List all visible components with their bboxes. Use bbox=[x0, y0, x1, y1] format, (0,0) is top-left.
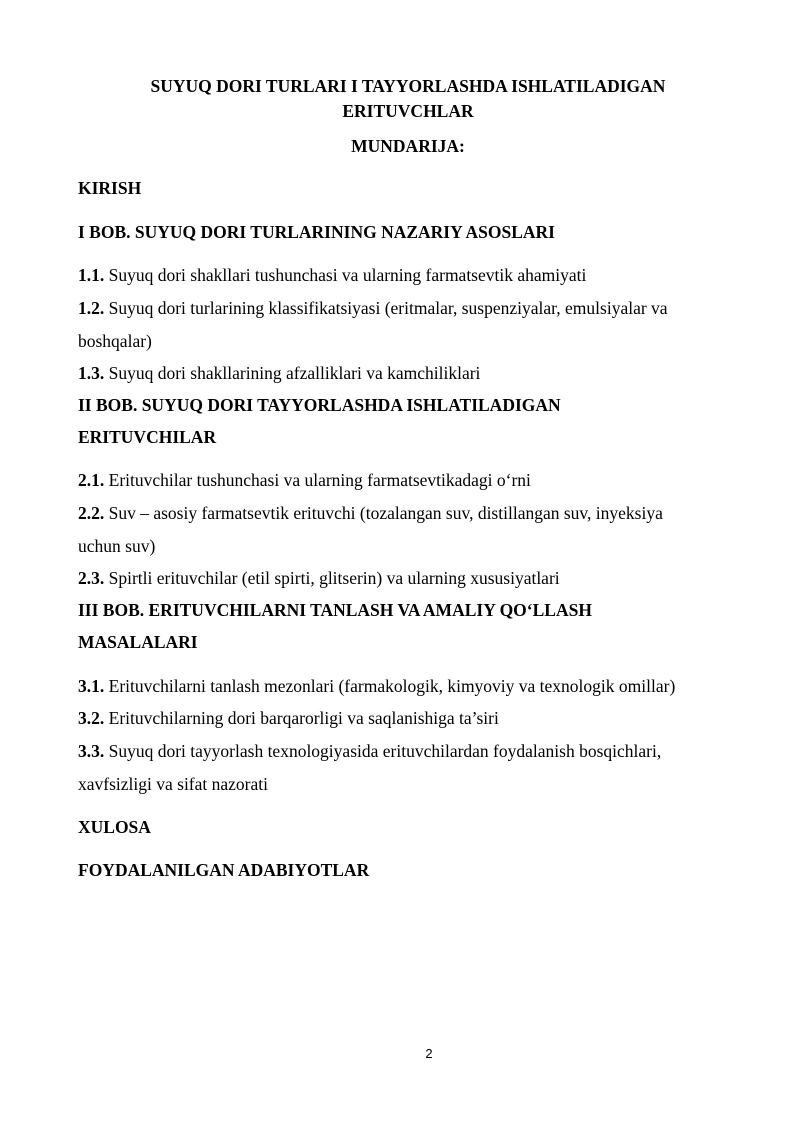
toc-item-text: Suyuq dori shakllari tushunchasi va ularning farmatsevtik ahamiyati bbox=[108, 265, 587, 285]
references-heading: FOYDALANILGAN ADABIYOTLAR bbox=[78, 860, 370, 880]
document-title bbox=[78, 74, 738, 124]
toc-item-1-2-continued: boshqalar) bbox=[78, 331, 152, 351]
toc-item-1-2 bbox=[78, 296, 738, 320]
chapter-3-heading-line-2: MASALALARI bbox=[78, 632, 198, 652]
chapter-3-heading-line-1: III BOB. ERITUVCHILARNI TANLASH VA AMALIY QO‘LLASH bbox=[78, 600, 592, 620]
toc-item-text: Suv – asosiy farmatsevtik erituvchi (tozalangan suv, distillangan suv, inyeksiya bbox=[108, 503, 663, 523]
toc-item-number: 1.3. bbox=[78, 363, 105, 383]
toc-item-text: Suyuq dori shakllarining afzalliklari va kamchiliklari bbox=[108, 363, 481, 383]
toc-item-2-1 bbox=[78, 468, 738, 492]
toc-item-number: 2.1. bbox=[78, 470, 105, 490]
toc-item-2-2 bbox=[78, 501, 738, 525]
toc-item-number: 3.2. bbox=[78, 708, 105, 728]
toc-item-number: 1.1. bbox=[78, 265, 105, 285]
contents-heading: MUNDARIJA: bbox=[351, 136, 465, 156]
title-line-2: ERITUVCHLAR bbox=[342, 101, 474, 121]
toc-item-text: Erituvchilar tushunchasi va ularning farmatsevtikadagi o‘rni bbox=[108, 470, 531, 490]
conclusion-heading: XULOSA bbox=[78, 817, 151, 837]
toc-item-number: 2.3. bbox=[78, 568, 105, 588]
title-line-1: SUYUQ DORI TURLARI I TAYYORLASHDA ISHLATILADIGAN bbox=[150, 76, 666, 96]
intro-heading: KIRISH bbox=[78, 178, 142, 198]
toc-item-text: Spirtli erituvchilar (etil spirti, glitserin) va ularning xususiyatlari bbox=[108, 568, 560, 588]
toc-item-2-3 bbox=[78, 566, 738, 590]
toc-item-number: 3.3. bbox=[78, 741, 105, 761]
chapter-2-heading-line-2: ERITUVCHILAR bbox=[78, 427, 217, 447]
toc-item-text: Erituvchilarni tanlash mezonlari (farmakologik, kimyoviy va texnologik omillar) bbox=[108, 676, 676, 696]
toc-item-1-1 bbox=[78, 263, 738, 287]
toc-item-1-3 bbox=[78, 361, 738, 385]
toc-item-3-3-continued: xavfsizligi va sifat nazorati bbox=[78, 774, 268, 794]
toc-item-3-3 bbox=[78, 739, 738, 763]
toc-item-2-2-continued: uchun suv) bbox=[78, 536, 156, 556]
toc-item-number: 1.2. bbox=[78, 298, 105, 318]
toc-item-number: 3.1. bbox=[78, 676, 105, 696]
toc-item-3-1 bbox=[78, 674, 738, 698]
page-number: 2 bbox=[425, 1046, 433, 1061]
chapter-2-heading-line-1: II BOB. SUYUQ DORI TAYYORLASHDA ISHLATILADIGAN bbox=[78, 395, 561, 415]
toc-item-text: Suyuq dori turlarining klassifikatsiyasi (eritmalar, suspenziyalar, emulsiyalar va bbox=[108, 298, 668, 318]
chapter-1-heading: I BOB. SUYUQ DORI TURLARINING NAZARIY ASOSLARI bbox=[78, 222, 555, 242]
toc-item-3-2 bbox=[78, 706, 738, 730]
toc-item-number: 2.2. bbox=[78, 503, 105, 523]
toc-item-text: Suyuq dori tayyorlash texnologiyasida erituvchilardan foydalanish bosqichlari, bbox=[108, 741, 662, 761]
toc-item-text: Erituvchilarning dori barqarorligi va saqlanishiga ta’siri bbox=[108, 708, 499, 728]
